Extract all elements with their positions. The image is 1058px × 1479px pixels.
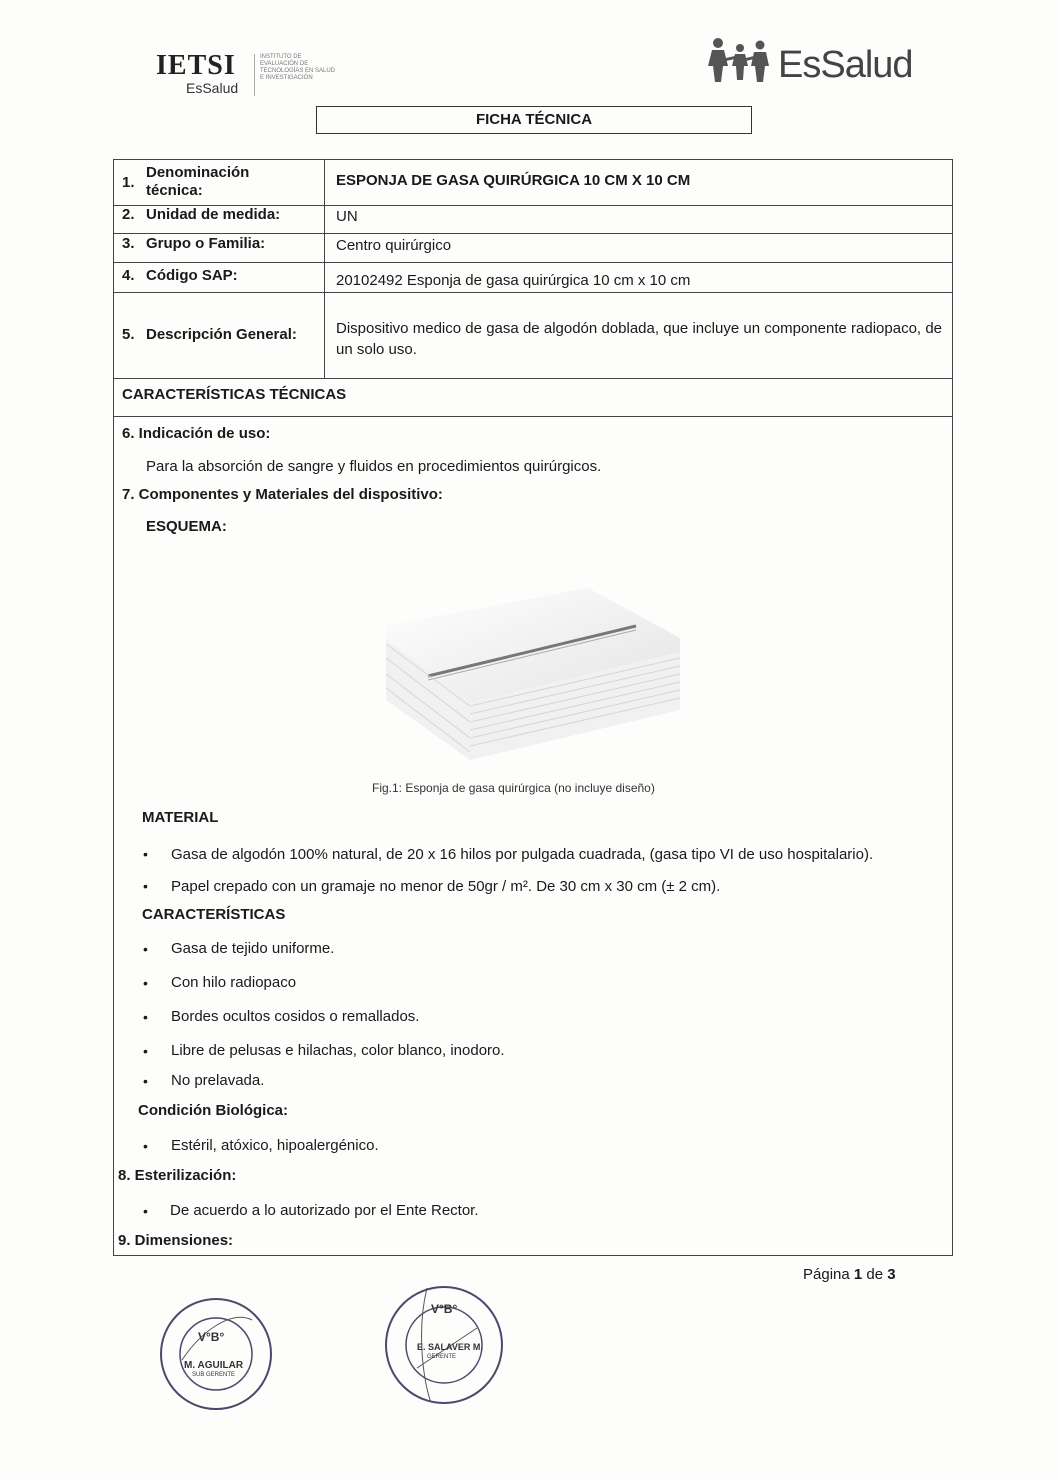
bullet-glyph: • [143, 846, 148, 862]
ietsi-logo [156, 50, 336, 100]
section-8-item: De acuerdo a lo autorizado por el Ente Rector. [170, 1202, 479, 1219]
row-number: 1. [122, 173, 135, 191]
bullet-glyph: • [143, 1043, 148, 1059]
stamp-1-ring-icon [162, 1300, 270, 1408]
table-row-1-label [122, 159, 322, 205]
material-item: Gasa de algodón 100% natural, de 20 x 16 hilos por pulgada cuadrada, (gasa tipo VI de uso hospitalario). [171, 846, 874, 863]
row-label: Denominación técnica: [146, 164, 250, 199]
table-row-5-label [122, 326, 297, 344]
essalud-logo [706, 36, 916, 88]
stamp-1-vb: V°B° [198, 1330, 225, 1344]
row-label: Descripción General: [146, 326, 297, 343]
page-number [803, 1266, 896, 1283]
approval-stamp-1 [160, 1298, 272, 1410]
family-figures-icon [706, 36, 776, 84]
section-6-title: 6. Indicación de uso: [122, 425, 271, 442]
table-row-3-label [122, 235, 265, 253]
row-number: 4. [122, 267, 135, 284]
table-row-divider [113, 416, 953, 417]
bullet-glyph: • [143, 1009, 148, 1025]
table-row-4-value: 20102492 Esponja de gasa quirúrgica 10 cm x 10 cm [336, 272, 691, 289]
stamp-1-name: M. AGUILAR [184, 1360, 244, 1371]
bullet-glyph: • [143, 1138, 148, 1154]
bullet-glyph: • [143, 878, 148, 894]
table-row-divider [113, 292, 953, 293]
bullet-glyph: • [143, 1203, 148, 1219]
ietsi-logo-name: IETSI [156, 50, 236, 81]
gauze-sponge-image [380, 582, 696, 768]
caracteristica-item: Con hilo radiopaco [171, 974, 297, 991]
bullet-glyph: • [143, 1073, 148, 1089]
stamp-2-role: GERENTE [427, 1354, 457, 1360]
table-row-divider [113, 378, 953, 379]
condicion-biologica-title: Condición Biológica: [138, 1102, 288, 1119]
material-item: Papel crepado con un gramaje no menor de 50gr / m². De 30 cm x 30 cm (± 2 cm). [171, 878, 721, 895]
ietsi-logo-description: INSTITUTO DE EVALUACIÓN DE TECNOLOGÍAS EN SALUD E INVESTIGACIÓN [260, 54, 336, 81]
row-number: 2. [122, 206, 135, 223]
section-7-title: 7. Componentes y Materiales del dispositivo: [122, 486, 443, 503]
row-number: 3. [122, 235, 135, 252]
page-label: Página [803, 1266, 850, 1283]
stamp-2-name: E. SALAVER M. [417, 1342, 483, 1352]
bullet-glyph: • [143, 941, 148, 957]
stamp-2-vb: V°B° [431, 1302, 458, 1316]
gauze-sponge-drawing [380, 582, 696, 768]
table-row-2-value: UN [336, 208, 358, 225]
section-8-title: 8. Esterilización: [118, 1167, 237, 1184]
condicion-item: Estéril, atóxico, hipoalergénico. [171, 1137, 379, 1154]
ietsi-logo-sub: EsSalud [186, 80, 239, 96]
bullet-glyph: • [143, 975, 148, 991]
table-row-5-value: Dispositivo medico de gasa de algodón doblada, que incluye un componente radiopaco, de un solo uso. [336, 320, 942, 358]
section-9-title: 9. Dimensiones: [118, 1232, 234, 1249]
page-current: 1 [853, 1266, 863, 1283]
document-title: FICHA TÉCNICA [475, 111, 593, 128]
material-title: MATERIAL [142, 809, 219, 826]
document-title-box [316, 106, 752, 134]
table-row-1-value: ESPONJA DE GASA QUIRÚRGICA 10 CM X 10 CM [336, 172, 691, 189]
section-6-text: Para la absorción de sangre y fluidos en procedimientos quirúrgicos. [146, 458, 602, 475]
caracteristica-item: No prelavada. [171, 1072, 265, 1089]
page-of: de [866, 1266, 884, 1283]
caracteristicas-title: CARACTERÍSTICAS [142, 906, 286, 923]
figure-caption: Fig.1: Esponja de gasa quirúrgica (no incluye diseño) [372, 781, 655, 795]
table-row-4-label [122, 267, 238, 285]
table-row-2-label [122, 206, 280, 224]
esquema-label: ESQUEMA: [146, 518, 227, 535]
caracteristica-item: Libre de pelusas e hilachas, color blanco, inodoro. [171, 1042, 505, 1059]
section-title-caracteristicas-tecnicas: CARACTERÍSTICAS TÉCNICAS [122, 386, 347, 403]
row-label: Unidad de medida: [146, 206, 281, 223]
caracteristica-item: Bordes ocultos cosidos o remallados. [171, 1008, 420, 1025]
essalud-logo-name: EsSalud [778, 44, 913, 86]
table-row-divider [113, 233, 953, 234]
page-total: 3 [887, 1266, 896, 1283]
table-column-divider [324, 159, 325, 379]
row-label: Código SAP: [146, 267, 238, 284]
approval-stamp-2 [385, 1286, 503, 1404]
ietsi-logo-divider [254, 54, 255, 96]
stamp-1-role: SUB GERENTE [192, 1372, 236, 1378]
table-row-divider [113, 262, 953, 263]
row-number: 5. [122, 326, 135, 343]
caracteristica-item: Gasa de tejido uniforme. [171, 940, 335, 957]
table-row-3-value: Centro quirúrgico [336, 237, 452, 254]
row-label: Grupo o Familia: [146, 235, 266, 252]
